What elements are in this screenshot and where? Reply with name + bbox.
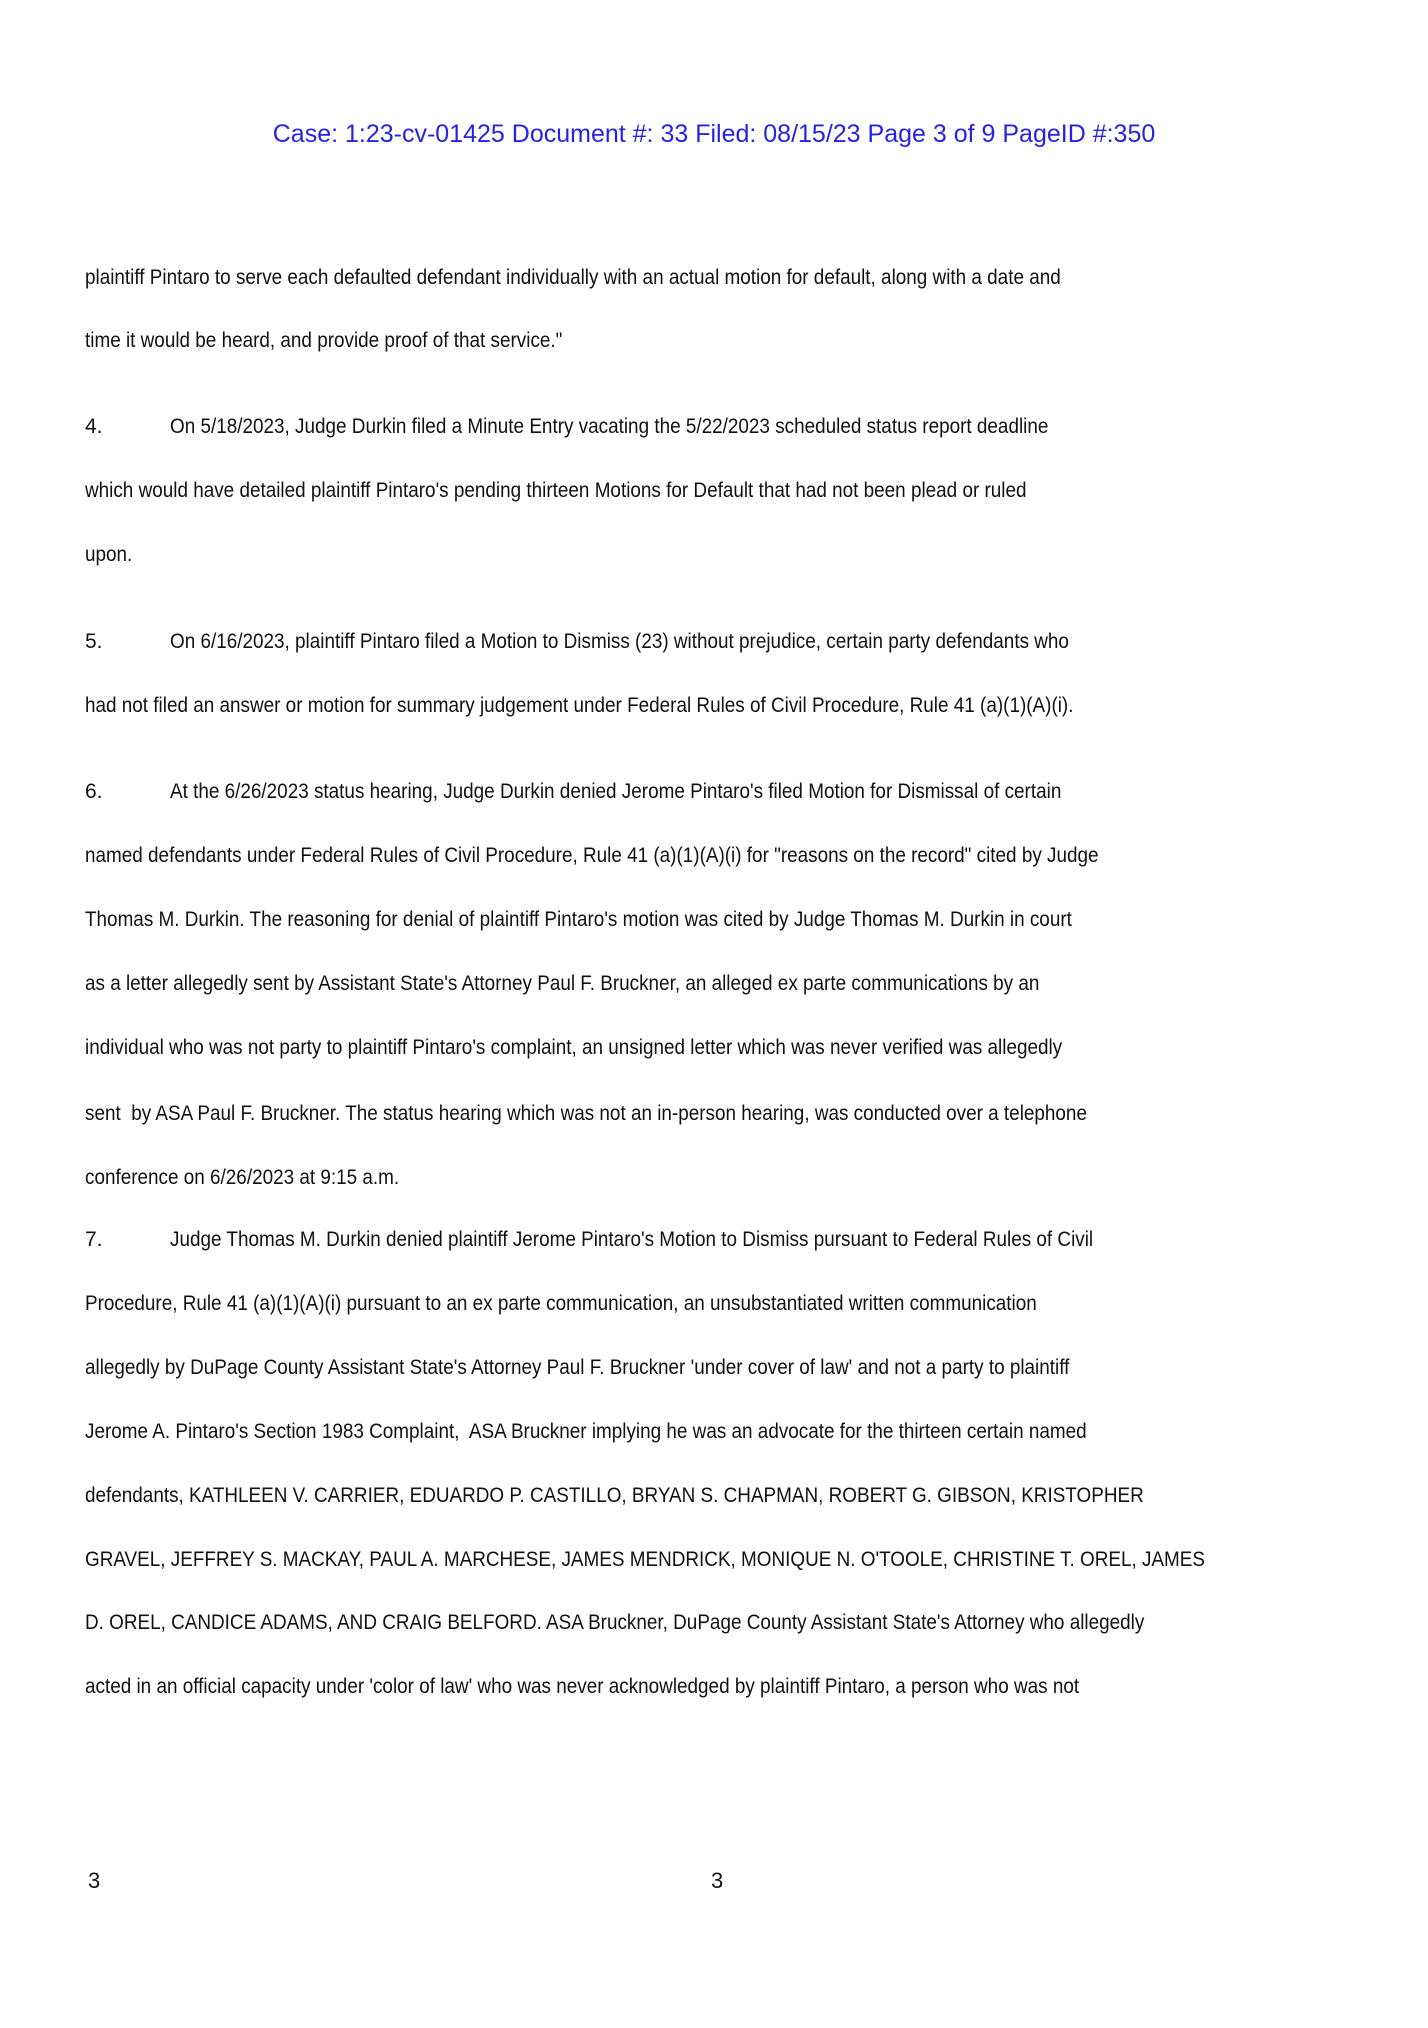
body-text-line: which would have detailed plaintiff Pintaro's pending thirteen Motions for Default that had not been plead or ruled — [85, 479, 1027, 502]
paragraph-number: 7. — [85, 1228, 103, 1251]
body-text-line: as a letter allegedly sent by Assistant State's Attorney Paul F. Bruckner, an alleged ex parte communications by an — [85, 972, 1040, 995]
paragraph-number: 5. — [85, 630, 103, 653]
body-text-line: Thomas M. Durkin. The reasoning for denial of plaintiff Pintaro's motion was cited by Judge Thomas M. Durkin in court — [85, 908, 1072, 931]
body-text-line: acted in an official capacity under 'color of law' who was never acknowledged by plaintiff Pintaro, a person who was not — [85, 1675, 1080, 1698]
footer-page-number-left: 3 — [88, 1868, 101, 1893]
body-text-line: had not filed an answer or motion for summary judgement under Federal Rules of Civil Procedure, Rule 41 (a)(1)(A)(i). — [85, 694, 1074, 717]
body-text-line: upon. — [85, 543, 133, 566]
body-text-line: Jerome A. Pintaro's Section 1983 Complaint, ASA Bruckner implying he was an advocate for the thirteen certain named — [85, 1420, 1087, 1443]
case-header: Case: 1:23-cv-01425 Document #: 33 Filed: 08/15/23 Page 3 of 9 PageID #:350 — [272, 120, 1156, 148]
body-text-line: time it would be heard, and provide proof of that service." — [85, 329, 563, 352]
body-text-line: At the 6/26/2023 status hearing, Judge Durkin denied Jerome Pintaro's filed Motion for Dismissal of certain — [170, 780, 1062, 803]
body-text-line: conference on 6/26/2023 at 9:15 a.m. — [85, 1166, 400, 1189]
footer-page-number-center: 3 — [711, 1868, 724, 1893]
body-text-line: Judge Thomas M. Durkin denied plaintiff Jerome Pintaro's Motion to Dismiss pursuant to Federal Rules of Civil — [170, 1228, 1094, 1251]
body-text-line: On 6/16/2023, plaintiff Pintaro filed a Motion to Dismiss (23) without prejudice, certain party defendants who — [170, 630, 1069, 653]
body-text-line: defendants, KATHLEEN V. CARRIER, EDUARDO P. CASTILLO, BRYAN S. CHAPMAN, ROBERT G. GIBSON, KRISTOPHER — [85, 1484, 1144, 1507]
paragraph-number: 4. — [85, 415, 103, 438]
body-text-line: individual who was not party to plaintiff Pintaro's complaint, an unsigned letter which was never verified was allegedly — [85, 1036, 1063, 1059]
body-text-line: Procedure, Rule 41 (a)(1)(A)(i) pursuant to an ex parte communication, an unsubstantiated written communication — [85, 1292, 1037, 1315]
body-text-line: GRAVEL, JEFFREY S. MACKAY, PAUL A. MARCHESE, JAMES MENDRICK, MONIQUE N. O'TOOLE, CHRISTINE T. OREL, JAMES — [85, 1548, 1205, 1571]
body-text-line: allegedly by DuPage County Assistant State's Attorney Paul F. Bruckner 'under cover of law' and not a party to plaintiff — [85, 1356, 1070, 1379]
body-text-line: named defendants under Federal Rules of Civil Procedure, Rule 41 (a)(1)(A)(i) for "reasons on the record" cited by Judge — [85, 844, 1099, 867]
body-text-line: D. OREL, CANDICE ADAMS, AND CRAIG BELFORD. ASA Bruckner, DuPage County Assistant State's Attorney who allegedly — [85, 1611, 1145, 1634]
body-text-line: sent by ASA Paul F. Bruckner. The status hearing which was not an in-person hearing, was conducted over a telephone — [85, 1102, 1087, 1125]
body-text-line: plaintiff Pintaro to serve each defaulted defendant individually with an actual motion for default, along with a date and — [85, 266, 1061, 289]
paragraph-number: 6. — [85, 780, 103, 803]
body-text-line: On 5/18/2023, Judge Durkin filed a Minute Entry vacating the 5/22/2023 scheduled status report deadline — [170, 415, 1049, 438]
